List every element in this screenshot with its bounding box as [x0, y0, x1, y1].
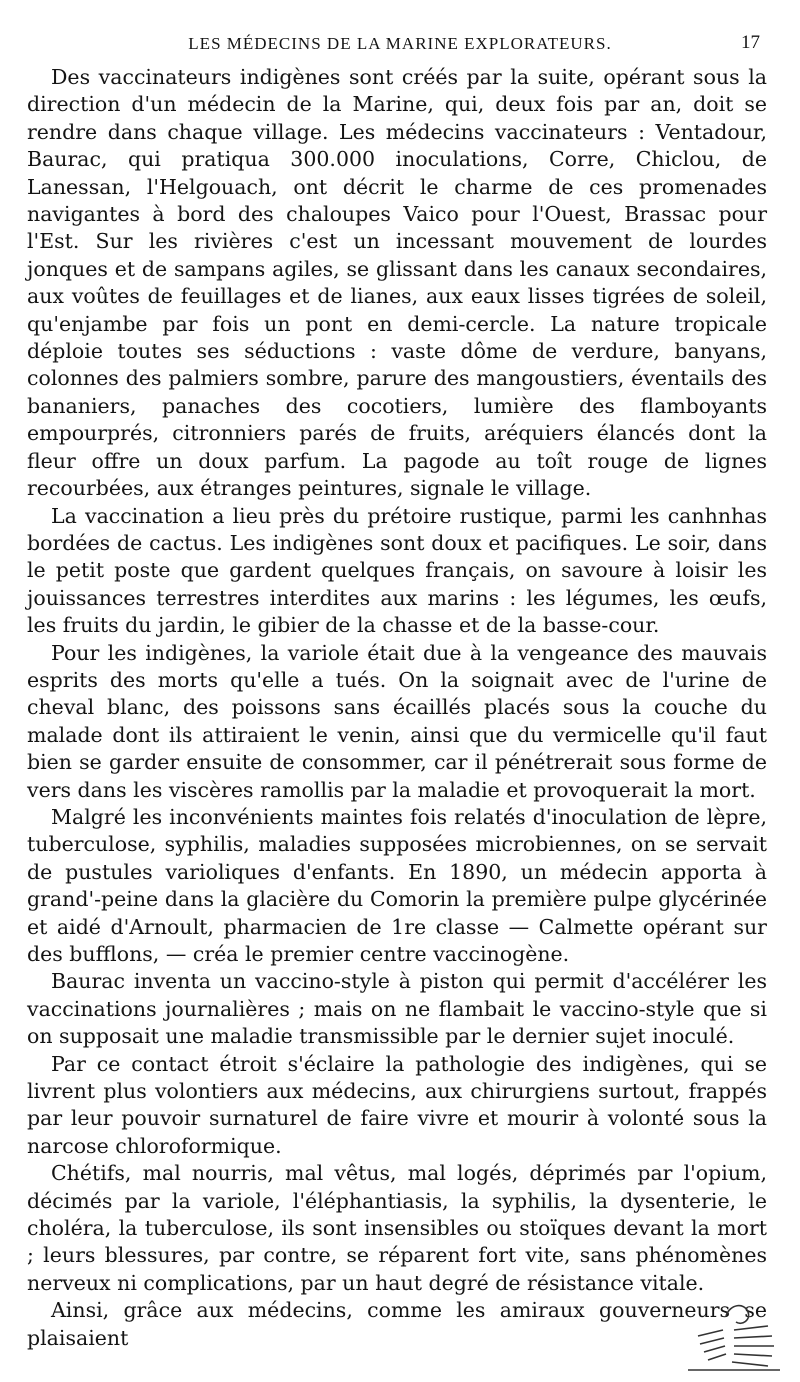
paragraph-7: Chétifs, mal nourris, mal vêtus, mal logés, déprimés par l'opium, décimés par la variole, l'éléphantiasis, la syphilis, la dysenterie, le choléra, la tuberculose, ils sont insensibles ou stoïques devant la mort ; leurs blessures, par contre, se réparent fort vite, sans phénomènes nerveux ni complications, par un haut degré de résistance vitale. [27, 1161, 767, 1295]
body-text [27, 64, 767, 1352]
paragraph-2: La vaccination a lieu près du prétoire rustique, parmi les canhnhas bordées de cactus. Les indigènes sont doux et pacifiques. Le soir, dans le petit poste que gardent quelques français, on savoure à loisir les jouissances terrestres interdites aux marins : les légumes, les œufs, les fruits du jardin, le gibier de la chasse et de la basse-cour. [27, 503, 767, 638]
paragraph-8: Ainsi, grâce aux médecins, comme les amiraux gouverneurs se plaisaient [27, 1298, 767, 1350]
paragraph-4: Malgré les inconvénients maintes fois relatés d'inoculation de lèpre, tuberculose, syphilis, maladies supposées microbiennes, on se servait de pustules varioliques d'enfants. En 1890, un médecin apporta à grand'-peine dans la glacière du Comorin la première pulpe glycérinée et aidé d'Arnoult, pharmacien de 1re classe — Calmette opérant sur des bufflons, — créa le premier centre vaccinogène. [27, 804, 767, 966]
paragraph-6: Par ce contact étroit s'éclaire la pathologie des indigènes, qui se livrent plus volontiers aux médecins, aux chirurgiens surtout, frappés par leur pouvoir surnaturel de faire vivre et mourir à volonté sous la narcose chloroformique. [27, 1051, 767, 1158]
page-number: 17 [741, 32, 760, 53]
paragraph-1: Des vaccinateurs indigènes sont créés par la suite, opérant sous la direction d'un médecin de la Marine, qui, deux fois par an, doit se rendre dans chaque village. Les médecins vaccinateurs : Ventadour, Baurac, qui pratiqua 300.000 inoculations, Corre, Chiclou, de Lanessan, l'Helgouach, ont décrit le charme de ces promenades navigantes à bord des chaloupes Vaico pour l'Ouest, Brassac pour l'Est. Sur les rivières c'est un incessant mouvement de lourdes jonques et de sampans agiles, se glissant dans les canaux secondaires, aux voûtes de feuillages et de lianes, aux eaux lisses tigrées de soleil, qu'enjambe par fois un pont en demi-cercle. La nature tropicale déploie toutes ses séductions : vaste dôme de verdure, banyans, colonnes des palmiers sombre, parure des mangoustiers, éventails des bananiers, panaches des cocotiers, lumière des flamboyants empourprés, citronniers parés de fruits, aréquiers élancés dont la fleur offre un doux parfum. La pagode au toît rouge de lignes recourbées, aux étranges peintures, signale le village. [27, 65, 767, 501]
paragraph-3: Pour les indigènes, la variole était due à la vengeance des mauvais esprits des morts qu'elle a tués. On la soignait avec de l'urine de cheval blanc, des poissons sans écaillés placés sous la couche du malade dont ils attiraient le venin, ainsi que du vermicelle qu'il faut bien se garder ensuite de consommer, car il pénétrerait sous forme de vers dans les viscères ramollis par la maladie et provoquerait la mort. [27, 640, 767, 802]
running-head [0, 30, 800, 58]
ornament-stamp-icon [668, 1296, 788, 1376]
paragraph-5: Baurac inventa un vaccino-style à piston qui permit d'accélérer les vaccinations journalières ; mais on ne flambait le vaccino-style que si on supposait une maladie transmissible par le dernier sujet inoculé. [27, 969, 767, 1049]
running-title: LES MÉDECINS DE LA MARINE EXPLORATEURS. [188, 34, 612, 53]
